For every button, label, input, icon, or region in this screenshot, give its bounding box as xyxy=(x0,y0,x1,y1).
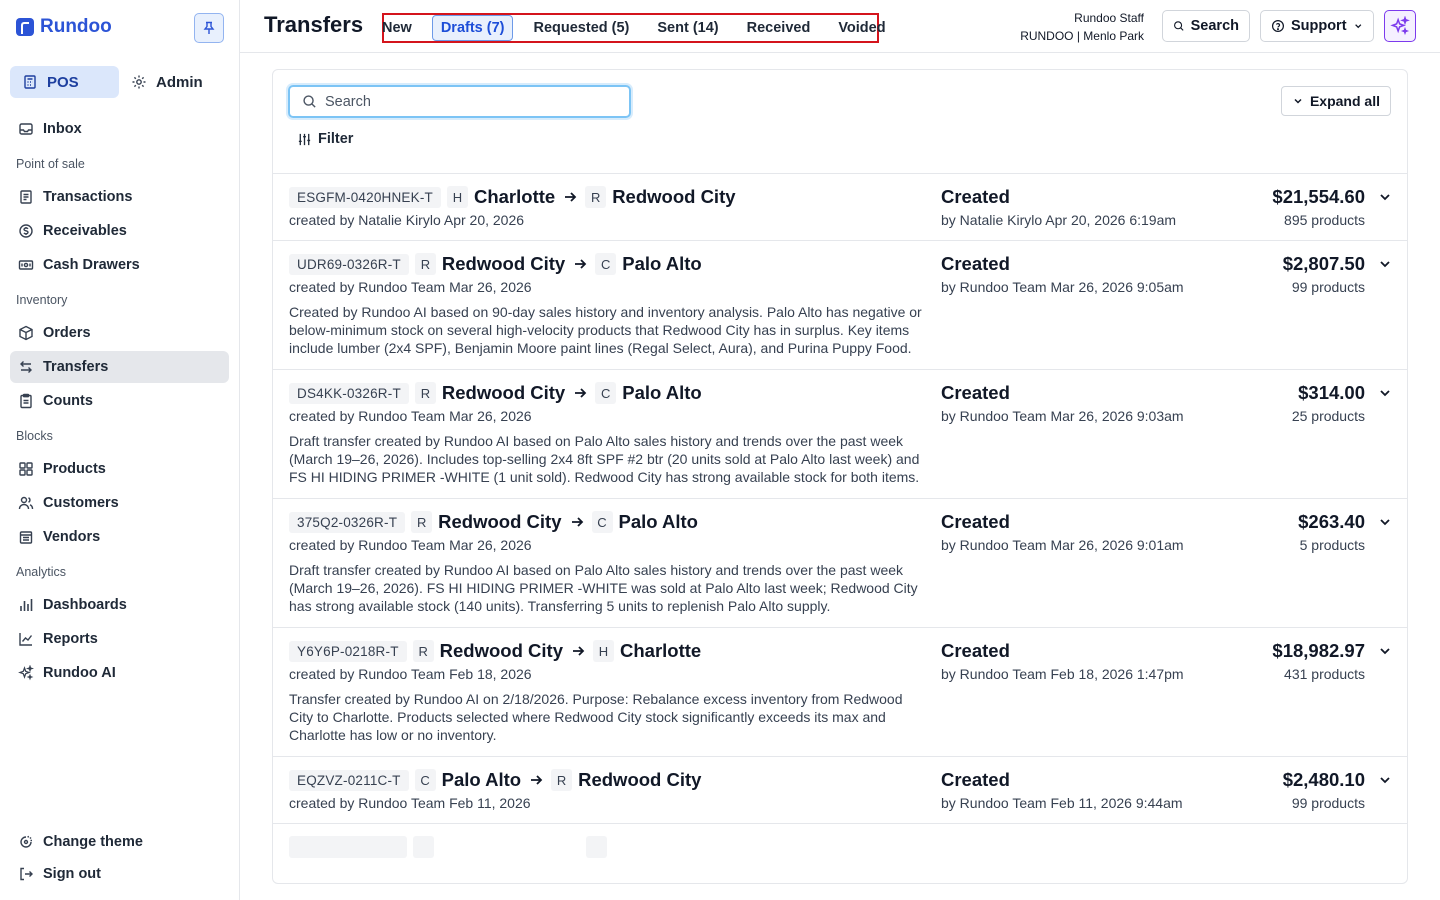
from-location-badge: C xyxy=(415,769,436,791)
sparkles-icon xyxy=(18,665,34,681)
sidebar-item-products[interactable] xyxy=(10,453,229,485)
pin-sidebar-button[interactable] xyxy=(194,13,224,43)
mode-switcher xyxy=(10,66,219,98)
tab-new[interactable]: New xyxy=(382,20,412,36)
status-title: Created xyxy=(941,382,1010,403)
sidebar-item-label: Rundoo AI xyxy=(43,665,116,681)
to-location-badge: H xyxy=(593,640,614,662)
help-circle-icon xyxy=(1271,18,1285,34)
support-button[interactable] xyxy=(1260,10,1374,42)
sidebar-item-label: Receivables xyxy=(43,223,127,239)
brand-name: Rundoo xyxy=(40,16,112,37)
chevron-down-icon[interactable] xyxy=(1378,386,1392,400)
transfer-route xyxy=(289,510,1393,534)
from-location-badge: H xyxy=(447,186,468,208)
transfer-description: Created by Rundoo AI based on 90-day sales history and inventory analysis. Palo Alto has negative or below-minimum stock on several high-velocity products that Redwood City has in surplus. Key items include lumber (2x4 SPF), Benjamin Moore paint lines (Regal Select, Aura), and Purina Puppy Food. xyxy=(289,304,922,356)
status-by: by Rundoo Team Feb 18, 2026 1:47pm xyxy=(941,666,1184,682)
transfer-route xyxy=(289,768,1393,792)
to-location-badge: C xyxy=(595,382,616,404)
transfer-route xyxy=(289,835,1393,859)
from-location-badge: R xyxy=(415,253,436,275)
filter-label: Filter xyxy=(318,131,354,147)
arrow-right-icon xyxy=(529,773,543,787)
to-location: Redwood City xyxy=(578,769,702,790)
mode-tab-label: POS xyxy=(47,73,79,91)
transfer-row[interactable] xyxy=(273,369,1408,498)
tab-drafts[interactable]: Drafts (7) xyxy=(432,15,514,41)
mode-tab-label: Admin xyxy=(156,73,203,91)
rundoo-logo-icon xyxy=(16,18,34,36)
from-location: Palo Alto xyxy=(441,769,522,790)
top-bar xyxy=(240,0,1440,53)
transfer-description: Draft transfer created by Rundoo AI based on Palo Alto sales history and trends over the past week (March 19–26, 2026). FS HI HIDING PRIMER -WHITE was sold at Palo Alto last week; Redwood City has strong available stock (140 units). Transferring 5 units to replenish Palo Alto supply. xyxy=(289,562,918,614)
brand-logo[interactable] xyxy=(16,16,112,38)
transfer-amount xyxy=(1272,185,1365,228)
transfer-row[interactable] xyxy=(273,173,1408,240)
sidebar-nav xyxy=(10,113,229,691)
transfer-creator: created by Rundoo Team Mar 26, 2026 xyxy=(289,279,532,295)
expand-all-label: Expand all xyxy=(1309,93,1380,109)
amount-value: $314.00 xyxy=(1298,382,1365,403)
sidebar-item-label: Products xyxy=(43,461,106,477)
tab-voided[interactable]: Voided xyxy=(838,20,886,36)
from-location: Redwood City xyxy=(441,253,566,274)
product-count: 895 products xyxy=(1284,212,1365,228)
to-location: Charlotte xyxy=(620,640,702,661)
transfer-route xyxy=(289,252,1393,276)
chevron-down-icon[interactable] xyxy=(1378,190,1392,204)
sidebar-item-transfers[interactable] xyxy=(10,351,229,383)
product-count: 99 products xyxy=(1291,279,1365,295)
sidebar-item-label: Customers xyxy=(43,495,119,511)
sidebar-item-dashboards[interactable] xyxy=(10,589,229,621)
sidebar-item-orders[interactable] xyxy=(10,317,229,349)
transfer-creator: created by Natalie Kirylo Apr 20, 2026 xyxy=(289,212,525,228)
to-location-badge: C xyxy=(595,253,616,275)
sidebar-item-customers[interactable] xyxy=(10,487,229,519)
chevron-down-icon[interactable] xyxy=(1378,257,1392,271)
arrow-right-icon xyxy=(571,644,585,658)
section-label-inventory: Inventory xyxy=(16,293,68,307)
line-chart-icon xyxy=(18,631,34,647)
sidebar-item-counts[interactable] xyxy=(10,385,229,417)
status-by: by Rundoo Team Mar 26, 2026 9:01am xyxy=(941,537,1184,553)
status-by: by Rundoo Team Feb 11, 2026 9:44am xyxy=(941,795,1183,811)
sign-out-button[interactable] xyxy=(10,858,229,890)
transfer-amount xyxy=(1298,510,1365,553)
sidebar-footer xyxy=(10,826,229,890)
product-count: 5 products xyxy=(1299,537,1365,553)
grid-icon xyxy=(18,461,34,477)
transfer-amount xyxy=(1272,639,1365,682)
transfer-code[interactable] xyxy=(289,836,407,858)
theme-icon xyxy=(18,834,34,850)
sidebar-item-label: Dashboards xyxy=(43,597,127,613)
sidebar-item-rundoo-ai[interactable] xyxy=(10,657,229,689)
box-icon xyxy=(18,325,34,341)
change-theme-label: Change theme xyxy=(43,834,143,850)
to-location-badge xyxy=(586,836,607,858)
amount-value: $2,480.10 xyxy=(1282,769,1365,790)
to-location: Palo Alto xyxy=(622,253,702,274)
transfer-description: Draft transfer created by Rundoo AI based on Palo Alto sales history and trends over the past week (March 19–26, 2026). Includes top-selling 2x4 8ft SPF #2 btr (20 units sold at Palo Alto last week) and FS HI HIDING PRIMER -WHITE (1 unit sold). Redwood City has strong available stock for both items. xyxy=(289,433,920,485)
from-location-badge xyxy=(413,836,434,858)
status-tabs xyxy=(382,13,886,43)
transfer-row[interactable] xyxy=(273,498,1408,627)
search-icon xyxy=(1173,18,1185,34)
transfer-amount xyxy=(1283,252,1365,295)
clipboard-icon xyxy=(18,393,34,409)
status-by: by Natalie Kirylo Apr 20, 2026 6:19am xyxy=(941,212,1177,228)
dollar-circle-icon xyxy=(18,223,34,239)
support-button-label: Support xyxy=(1290,18,1347,34)
sidebar-item-receivables[interactable] xyxy=(10,215,229,247)
status-by: by Rundoo Team Mar 26, 2026 9:05am xyxy=(941,279,1184,295)
sliders-icon xyxy=(297,132,312,147)
transfer-amount xyxy=(1283,768,1365,811)
cash-icon xyxy=(18,257,34,273)
status-title: Created xyxy=(941,640,1010,661)
transfer-code[interactable]: DS4KK-0326R-T xyxy=(289,383,409,404)
to-location-badge: R xyxy=(551,769,572,791)
tab-received[interactable]: Received xyxy=(746,20,811,36)
transfer-code[interactable]: ESGFM-0420HNEK-T xyxy=(289,187,441,208)
expand-all-button[interactable] xyxy=(1281,86,1391,116)
from-location-badge: R xyxy=(411,511,432,533)
search-button-label: Search xyxy=(1190,18,1239,34)
sparkles-icon xyxy=(1390,16,1410,36)
user-location: RUNDOO | Menlo Park xyxy=(1020,29,1144,43)
product-count: 431 products xyxy=(1284,666,1365,682)
section-label-analytics: Analytics xyxy=(16,565,67,579)
receipt-icon xyxy=(18,189,34,205)
chevron-down-icon xyxy=(1292,95,1304,107)
sign-out-label: Sign out xyxy=(43,866,101,882)
amount-value: $263.40 xyxy=(1298,511,1365,532)
transfers-search[interactable] xyxy=(288,85,631,118)
from-location: Redwood City xyxy=(441,382,566,403)
sidebar-item-transactions[interactable] xyxy=(10,181,229,213)
transfer-amount xyxy=(1292,381,1365,424)
amount-value: $21,554.60 xyxy=(1272,186,1365,207)
transfer-row[interactable] xyxy=(273,240,1408,369)
sidebar-item-label: Vendors xyxy=(43,529,101,545)
transfer-row[interactable] xyxy=(273,823,1408,863)
sidebar-item-reports[interactable] xyxy=(10,623,229,655)
sidebar-item-vendors[interactable] xyxy=(10,521,229,553)
arrow-right-icon xyxy=(563,190,577,204)
status-title: Created xyxy=(941,769,1010,790)
tab-requested[interactable]: Requested (5) xyxy=(533,20,630,36)
to-location: Palo Alto xyxy=(622,382,702,403)
from-location-badge: R xyxy=(415,382,436,404)
product-count: 99 products xyxy=(1291,795,1365,811)
arrow-right-icon xyxy=(573,257,587,271)
transfer-creator: created by Rundoo Team Mar 26, 2026 xyxy=(289,537,532,553)
users-icon xyxy=(18,495,34,511)
sidebar-item-label: Cash Drawers xyxy=(43,257,140,273)
to-location: Redwood City xyxy=(612,186,736,207)
status-title: Created xyxy=(941,186,1010,207)
sidebar-item-label: Transactions xyxy=(43,189,133,205)
user-name: Rundoo Staff xyxy=(1074,11,1144,25)
transfer-code[interactable]: UDR69-0326R-T xyxy=(289,254,409,275)
section-label-point-of-sale: Point of sale xyxy=(16,157,85,171)
search-icon xyxy=(302,94,317,109)
transfer-description: Transfer created by Rundoo AI on 2/18/2026. Purpose: Rebalance excess inventory from Redwood City to Charlotte. Products selected where Redwood City stock significantly exceeds its max and Charlotte has low or no inventory. xyxy=(289,691,903,743)
transfer-status xyxy=(941,381,1184,424)
filter-button[interactable] xyxy=(297,131,353,147)
sidebar xyxy=(0,0,240,900)
status-by: by Rundoo Team Mar 26, 2026 9:03am xyxy=(941,408,1184,424)
from-location-badge: R xyxy=(413,640,434,662)
global-search-button[interactable] xyxy=(1162,10,1250,42)
transfer-status xyxy=(941,185,1176,228)
bar-chart-icon xyxy=(18,597,34,613)
sidebar-item-label: Counts xyxy=(43,393,93,409)
register-icon xyxy=(22,74,38,90)
sidebar-item-inbox[interactable] xyxy=(10,113,229,145)
transfer-route xyxy=(289,381,1393,405)
transfer-arrows-icon xyxy=(18,359,34,375)
transfer-status xyxy=(941,639,1184,682)
transfer-creator: created by Rundoo Team Mar 26, 2026 xyxy=(289,408,532,424)
from-location: Redwood City xyxy=(438,511,562,532)
search-input[interactable] xyxy=(325,94,605,110)
pin-icon xyxy=(202,21,216,35)
amount-value: $2,807.50 xyxy=(1282,253,1365,274)
section-label-blocks: Blocks xyxy=(16,429,53,443)
chevron-down-icon[interactable] xyxy=(1378,515,1392,529)
change-theme-button[interactable] xyxy=(10,826,229,858)
transfer-status xyxy=(941,510,1184,553)
to-location: Palo Alto xyxy=(618,511,698,532)
transfer-status xyxy=(941,252,1184,295)
rundoo-ai-button[interactable] xyxy=(1384,10,1416,42)
mode-tab-admin[interactable] xyxy=(119,66,219,98)
transfers-panel xyxy=(272,69,1408,884)
arrow-right-icon xyxy=(570,515,584,529)
transfers-list xyxy=(273,173,1408,863)
transfer-creator: created by Rundoo Team Feb 18, 2026 xyxy=(289,666,532,682)
sidebar-item-label: Inbox xyxy=(43,121,82,137)
from-location: Charlotte xyxy=(473,186,556,207)
status-title: Created xyxy=(941,253,1010,274)
sidebar-item-label: Orders xyxy=(43,325,91,341)
building-icon xyxy=(18,529,34,545)
sidebar-item-label: Reports xyxy=(43,631,98,647)
tab-sent[interactable]: Sent (14) xyxy=(657,20,719,36)
gear-icon xyxy=(131,74,147,90)
transfer-code[interactable]: Y6Y6P-0218R-T xyxy=(289,641,407,662)
chevron-down-icon[interactable] xyxy=(1378,773,1392,787)
transfer-route xyxy=(289,185,1393,209)
page-title: Transfers xyxy=(264,12,364,37)
to-location-badge: C xyxy=(592,511,613,533)
user-info[interactable] xyxy=(1020,9,1144,45)
transfer-creator: created by Rundoo Team Feb 11, 2026 xyxy=(289,795,531,811)
transfer-route xyxy=(289,639,1393,663)
amount-value: $18,982.97 xyxy=(1272,640,1365,661)
from-location: Redwood City xyxy=(439,640,563,661)
sidebar-item-cash-drawers[interactable] xyxy=(10,249,229,281)
arrow-right-icon xyxy=(573,386,587,400)
transfer-row[interactable] xyxy=(273,756,1408,823)
transfer-row[interactable] xyxy=(273,627,1408,756)
to-location-badge: R xyxy=(585,186,606,208)
transfer-status xyxy=(941,768,1183,811)
chevron-down-icon[interactable] xyxy=(1378,644,1392,658)
sidebar-item-label: Transfers xyxy=(43,359,109,375)
mode-tab-pos[interactable] xyxy=(10,66,119,98)
chevron-down-icon xyxy=(1353,20,1363,32)
sign-out-icon xyxy=(18,866,34,882)
status-title: Created xyxy=(941,511,1010,532)
inbox-icon xyxy=(18,121,34,137)
transfer-code[interactable]: 375Q2-0326R-T xyxy=(289,512,405,533)
product-count: 25 products xyxy=(1291,408,1365,424)
transfer-code[interactable]: EQZVZ-0211C-T xyxy=(289,770,409,791)
